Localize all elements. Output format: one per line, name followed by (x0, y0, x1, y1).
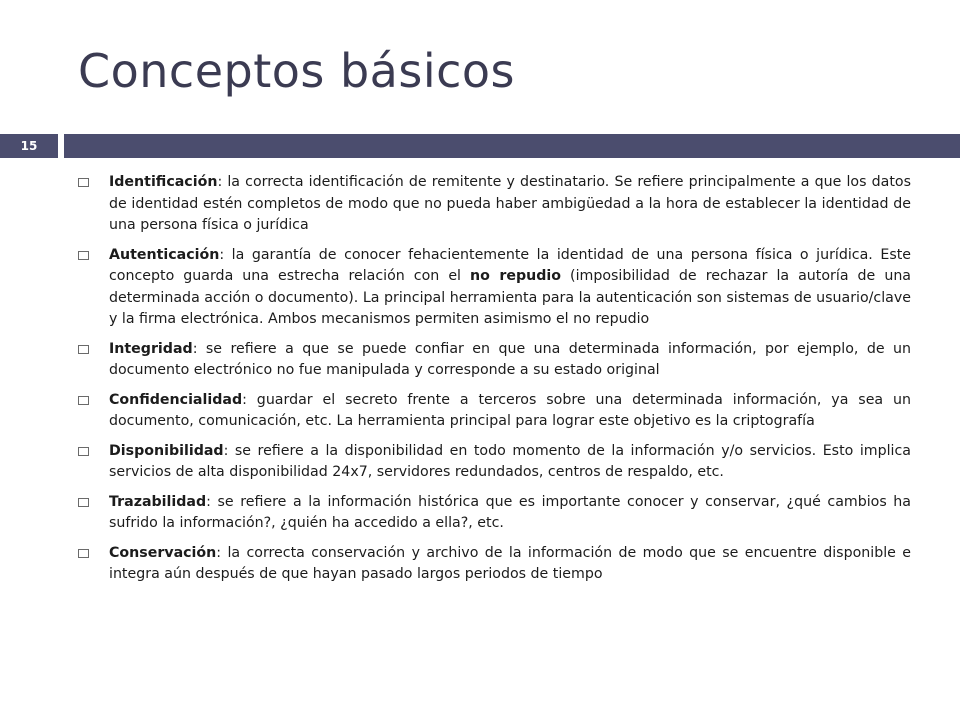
list-item-text (109, 339, 911, 382)
term-label: Disponibilidad (109, 442, 224, 459)
square-bullet-icon (78, 178, 89, 187)
term-label: Autenticación (109, 246, 220, 263)
term-label: Confidencialidad (109, 391, 243, 408)
list-item (78, 339, 911, 382)
list-item-text (109, 441, 911, 484)
slide-number-badge (0, 134, 58, 158)
definition-text: : guardar el secreto frente a terceros sobre una determinada información, ya sea un documento, comunicación, etc. La herramienta principal para lograr este objetivo es la criptografía (109, 391, 911, 429)
list-item (78, 245, 911, 331)
list-item-text (109, 245, 911, 331)
emphasized-text: no repudio (470, 268, 561, 284)
term-label: Integridad (109, 340, 193, 357)
square-bullet-icon (78, 549, 89, 558)
list-item (78, 543, 911, 586)
list-item-text (109, 492, 911, 535)
list-item (78, 172, 911, 237)
list-item-text (109, 172, 911, 237)
definition-text: : se refiere a la información histórica que es importante conocer y conservar, ¿qué cambios ha sufrido la información?, ¿quién ha accedido a ella?, etc. (109, 493, 911, 531)
bullet-list (78, 172, 911, 594)
list-item (78, 390, 911, 433)
list-item (78, 492, 911, 535)
list-item (78, 441, 911, 484)
square-bullet-icon (78, 251, 89, 260)
square-bullet-icon (78, 345, 89, 354)
list-item-text (109, 543, 911, 586)
definition-text: (imposibilidad de rechazar la autoría de una determinada acción o documento). La principal herramienta para la autenticación son sistemas de usuario/clave y la firma electrónica. Ambos mecanismos permiten asimismo el no repudio (109, 268, 912, 327)
square-bullet-icon (78, 447, 89, 456)
slide-title: Conceptos básicos (78, 44, 516, 98)
title-divider-bar (64, 134, 960, 158)
definition-text: : se refiere a la disponibilidad en todo momento de la información y/o servicios. Esto implica servicios de alta disponibilidad 24x7, servidores redundados, centros de respaldo, etc. (109, 442, 911, 480)
definition-text: : la garantía de conocer fehacientemente la identidad de una persona física o jurídica. Este concepto guarda una estrecha relación con el (109, 246, 911, 284)
slide-number: 15 (20, 139, 38, 153)
definition-text: : se refiere a que se puede confiar en que una determinada información, por ejemplo, de un documento electrónico no fue manipulada y corresponde a su estado original (109, 340, 911, 378)
list-item-text (109, 390, 911, 433)
term-label: Conservación (109, 544, 217, 561)
term-label: Trazabilidad (109, 493, 207, 510)
definition-text: : la correcta identificación de remitente y destinatario. Se refiere principalmente a que los datos de identidad estén completos de modo que no pueda haber ambigüedad a la hora de establecer la identidad de una persona física o jurídica (109, 174, 911, 233)
square-bullet-icon (78, 396, 89, 405)
term-label: Identificación (109, 174, 218, 190)
square-bullet-icon (78, 498, 89, 507)
definition-text: : la correcta conservación y archivo de la información de modo que se encuentre disponible e integra aún después de que hayan pasado largos periodos de tiempo (109, 544, 911, 582)
